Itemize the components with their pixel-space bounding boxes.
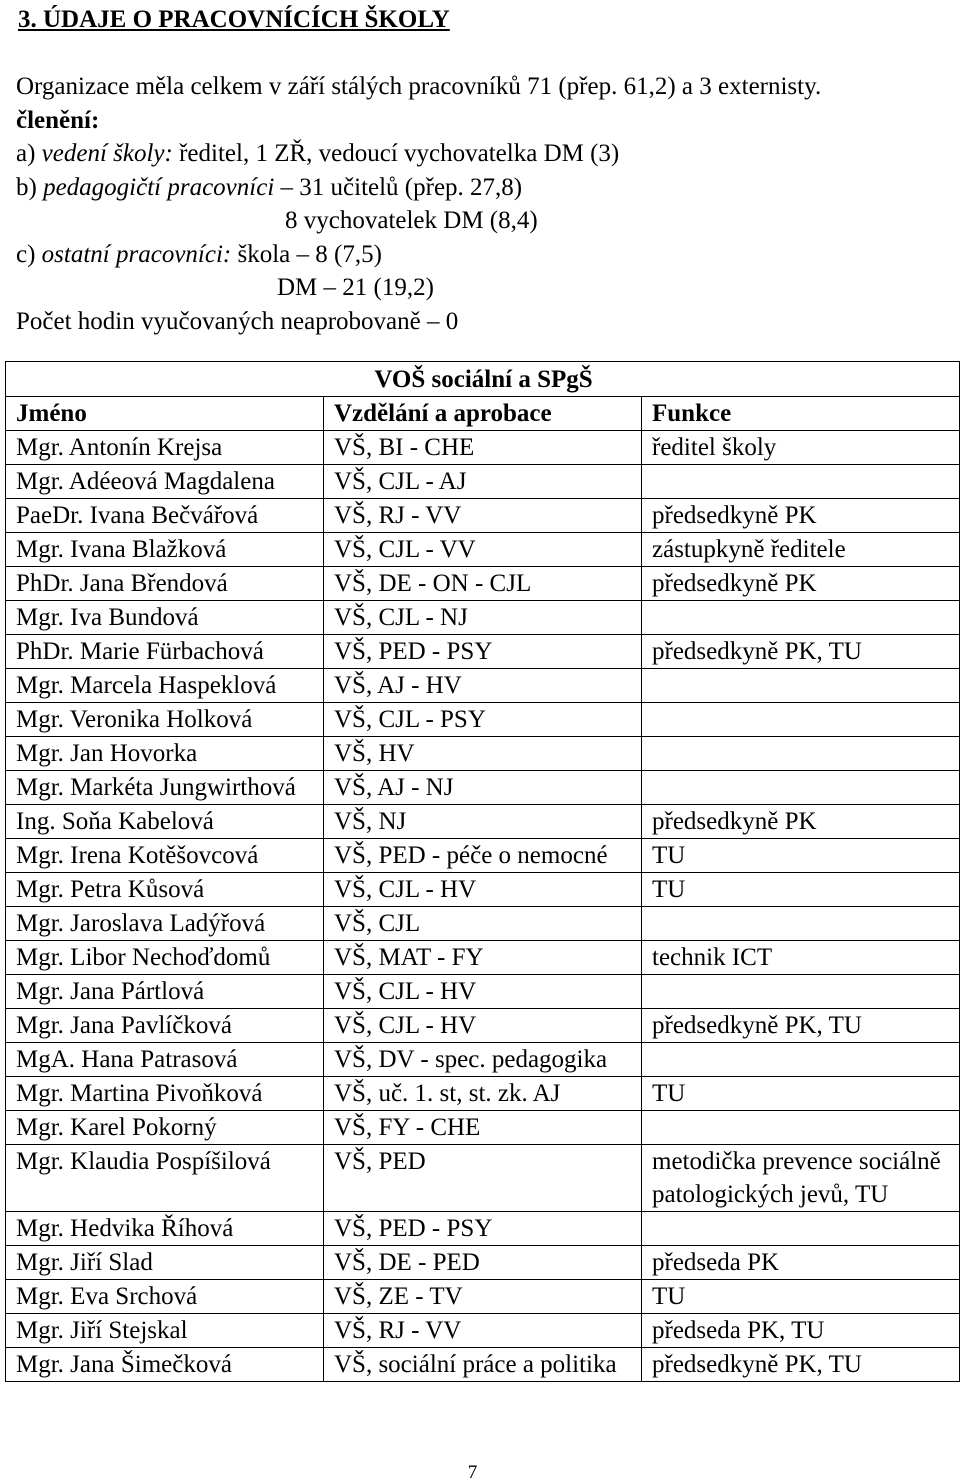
cell-education: VŠ, RJ - VV xyxy=(324,1314,642,1348)
cell-name: Mgr. Veronika Holková xyxy=(6,703,324,737)
cell-education: VŠ, BI - CHE xyxy=(324,431,642,465)
cell-education: VŠ, AJ - HV xyxy=(324,669,642,703)
intro-line-other-text: škola – 8 (7,5) xyxy=(231,240,382,268)
cell-education: VŠ, DE - PED xyxy=(324,1246,642,1280)
cell-function: ředitel školy xyxy=(642,431,960,465)
intro-line-other-label: ostatní pracovníci: xyxy=(41,240,232,268)
cell-education: VŠ, CJL - NJ xyxy=(324,601,642,635)
table-row xyxy=(6,499,960,533)
table-title-row xyxy=(6,362,960,397)
table-row xyxy=(6,1314,960,1348)
cell-function: metodička prevence sociálně patologických jevů, TU xyxy=(642,1145,960,1212)
cell-name: Mgr. Libor Nechoďdomů xyxy=(6,941,324,975)
cell-education: VŠ, CJL - HV xyxy=(324,975,642,1009)
cell-function: technik ICT xyxy=(642,941,960,975)
cell-name: Mgr. Adéeová Magdalena xyxy=(6,465,324,499)
cell-function: předsedkyně PK, TU xyxy=(642,1348,960,1382)
cell-name: PhDr. Marie Fürbachová xyxy=(6,635,324,669)
table-row xyxy=(6,1077,960,1111)
cell-name: Mgr. Jiří Slad xyxy=(6,1246,324,1280)
table-row xyxy=(6,1111,960,1145)
cell-function: zástupkyně ředitele xyxy=(642,533,960,567)
table-row xyxy=(6,771,960,805)
cell-name: Mgr. Jana Pártlová xyxy=(6,975,324,1009)
table-row xyxy=(6,975,960,1009)
cell-function xyxy=(642,1043,960,1077)
cell-function xyxy=(642,465,960,499)
cell-education: VŠ, MAT - FY xyxy=(324,941,642,975)
cell-education: VŠ, CJL xyxy=(324,907,642,941)
cell-education: VŠ, DV - spec. pedagogika xyxy=(324,1043,642,1077)
cell-function xyxy=(642,737,960,771)
table-row xyxy=(6,1280,960,1314)
cell-name: Mgr. Martina Pivoňková xyxy=(6,1077,324,1111)
cell-education: VŠ, ZE - TV xyxy=(324,1280,642,1314)
cell-name: Mgr. Karel Pokorný xyxy=(6,1111,324,1145)
cell-function xyxy=(642,1212,960,1246)
cell-function: předsedkyně PK xyxy=(642,567,960,601)
cell-function: předsedkyně PK xyxy=(642,805,960,839)
cell-name: Mgr. Eva Srchová xyxy=(6,1280,324,1314)
table-row xyxy=(6,567,960,601)
cell-name: Mgr. Petra Kůsová xyxy=(6,873,324,907)
intro-line-teachers-prefix: b) xyxy=(16,173,44,201)
cell-function: TU xyxy=(642,873,960,907)
intro-line-management-prefix: a) xyxy=(16,140,42,167)
table-row xyxy=(6,737,960,771)
cell-function xyxy=(642,601,960,635)
page-number: 7 xyxy=(467,1462,478,1483)
cell-function: TU xyxy=(642,839,960,873)
table-row xyxy=(6,465,960,499)
cell-function: předseda PK xyxy=(642,1246,960,1280)
cell-function xyxy=(642,703,960,737)
cell-education: VŠ, CJL - PSY xyxy=(324,703,642,737)
cell-name: Mgr. Jan Hovorka xyxy=(6,737,324,771)
table-row xyxy=(6,635,960,669)
cell-name: Mgr. Ivana Blažková xyxy=(6,533,324,567)
cell-name: Mgr. Markéta Jungwirthová xyxy=(6,771,324,805)
table-title: VOŠ sociální a SPgŠ xyxy=(6,362,960,397)
cell-education: VŠ, sociální práce a politika xyxy=(324,1348,642,1382)
cell-education: VŠ, CJL - AJ xyxy=(324,465,642,499)
intro-line-teachers-text: – 31 učitelů (přep. 27,8) xyxy=(274,173,523,201)
cell-name: Mgr. Klaudia Pospíšilová xyxy=(6,1145,324,1212)
intro-line-management-label: vedení školy: xyxy=(41,140,173,167)
cell-name: Mgr. Irena Kotěšovcová xyxy=(6,839,324,873)
cell-function xyxy=(642,1111,960,1145)
intro-line-dm-staff: DM – 21 (19,2) xyxy=(277,274,434,301)
cell-education: VŠ, HV xyxy=(324,737,642,771)
cell-name: Mgr. Marcela Haspeklová xyxy=(6,669,324,703)
cell-function: TU xyxy=(642,1280,960,1314)
cell-function: předsedkyně PK, TU xyxy=(642,1009,960,1043)
intro-line-management-text: ředitel, 1 ZŘ, vedoucí vychovatelka DM (3) xyxy=(172,140,620,167)
cell-education: VŠ, DE - ON - CJL xyxy=(324,567,642,601)
cell-education: VŠ, CJL - HV xyxy=(324,1009,642,1043)
cell-function: předseda PK, TU xyxy=(642,1314,960,1348)
cell-education: VŠ, PED xyxy=(324,1145,642,1212)
cell-name: Mgr. Antonín Krejsa xyxy=(6,431,324,465)
table-row xyxy=(6,431,960,465)
intro-line-unqualified-hours: Počet hodin vyučovaných neaprobovaně – 0 xyxy=(16,307,459,335)
staff-table xyxy=(5,361,960,1382)
table-row xyxy=(6,1145,960,1212)
cell-education: VŠ, PED - PSY xyxy=(324,635,642,669)
table-row xyxy=(6,601,960,635)
table-row xyxy=(6,873,960,907)
cell-name: Mgr. Hedvika Říhová xyxy=(6,1212,324,1246)
cell-education: VŠ, PED - PSY xyxy=(324,1212,642,1246)
cell-name: Ing. Soňa Kabelová xyxy=(6,805,324,839)
cell-education: VŠ, NJ xyxy=(324,805,642,839)
intro-paragraph xyxy=(16,70,946,338)
table-row xyxy=(6,533,960,567)
cell-education: VŠ, FY - CHE xyxy=(324,1111,642,1145)
cell-name: Mgr. Iva Bundová xyxy=(6,601,324,635)
cell-name: Mgr. Jiří Stejskal xyxy=(6,1314,324,1348)
cell-function xyxy=(642,771,960,805)
cell-function xyxy=(642,907,960,941)
cell-name: MgA. Hana Patrasová xyxy=(6,1043,324,1077)
table-row xyxy=(6,1348,960,1382)
cell-name: Mgr. Jaroslava Ladýřová xyxy=(6,907,324,941)
header-name: Jméno xyxy=(6,397,324,431)
table-row xyxy=(6,907,960,941)
cell-function: TU xyxy=(642,1077,960,1111)
table-row xyxy=(6,669,960,703)
intro-line-other-prefix: c) xyxy=(16,240,42,268)
table-row xyxy=(6,839,960,873)
table-row xyxy=(6,1246,960,1280)
cell-function xyxy=(642,975,960,1009)
table-row xyxy=(6,941,960,975)
header-function: Funkce xyxy=(642,397,960,431)
cell-education: VŠ, CJL - HV xyxy=(324,873,642,907)
intro-line-other-staff xyxy=(16,238,946,272)
cell-name: Mgr. Jana Pavlíčková xyxy=(6,1009,324,1043)
header-education: Vzdělání a aprobace xyxy=(324,397,642,431)
cell-function xyxy=(642,669,960,703)
table-row xyxy=(6,1009,960,1043)
table-row xyxy=(6,1043,960,1077)
cell-function: předsedkyně PK, TU xyxy=(642,635,960,669)
cell-education: VŠ, RJ - VV xyxy=(324,499,642,533)
table-row xyxy=(6,703,960,737)
cell-name: PaeDr. Ivana Bečvářová xyxy=(6,499,324,533)
intro-line-educators: 8 vychovatelek DM (8,4) xyxy=(285,207,538,234)
intro-line-breakdown-label: členění: xyxy=(16,106,100,134)
section-heading: 3. ÚDAJE O PRACOVNÍCÍCH ŠKOLY xyxy=(18,6,450,33)
table-row xyxy=(6,805,960,839)
table-header-row xyxy=(6,397,960,431)
cell-education: VŠ, PED - péče o nemocné xyxy=(324,839,642,873)
intro-line-management xyxy=(16,137,946,171)
table-row xyxy=(6,1212,960,1246)
cell-name: PhDr. Jana Břendová xyxy=(6,567,324,601)
cell-education: VŠ, CJL - VV xyxy=(324,533,642,567)
intro-line-total: Organizace měla celkem v září stálých pracovníků 71 (přep. 61,2) a 3 externisty. xyxy=(16,73,822,100)
intro-line-teachers xyxy=(16,171,946,205)
cell-name: Mgr. Jana Šimečková xyxy=(6,1348,324,1382)
cell-function: předsedkyně PK xyxy=(642,499,960,533)
intro-line-teachers-label: pedagogičtí pracovníci xyxy=(43,173,275,201)
cell-education: VŠ, uč. 1. st, st. zk. AJ xyxy=(324,1077,642,1111)
cell-education: VŠ, AJ - NJ xyxy=(324,771,642,805)
